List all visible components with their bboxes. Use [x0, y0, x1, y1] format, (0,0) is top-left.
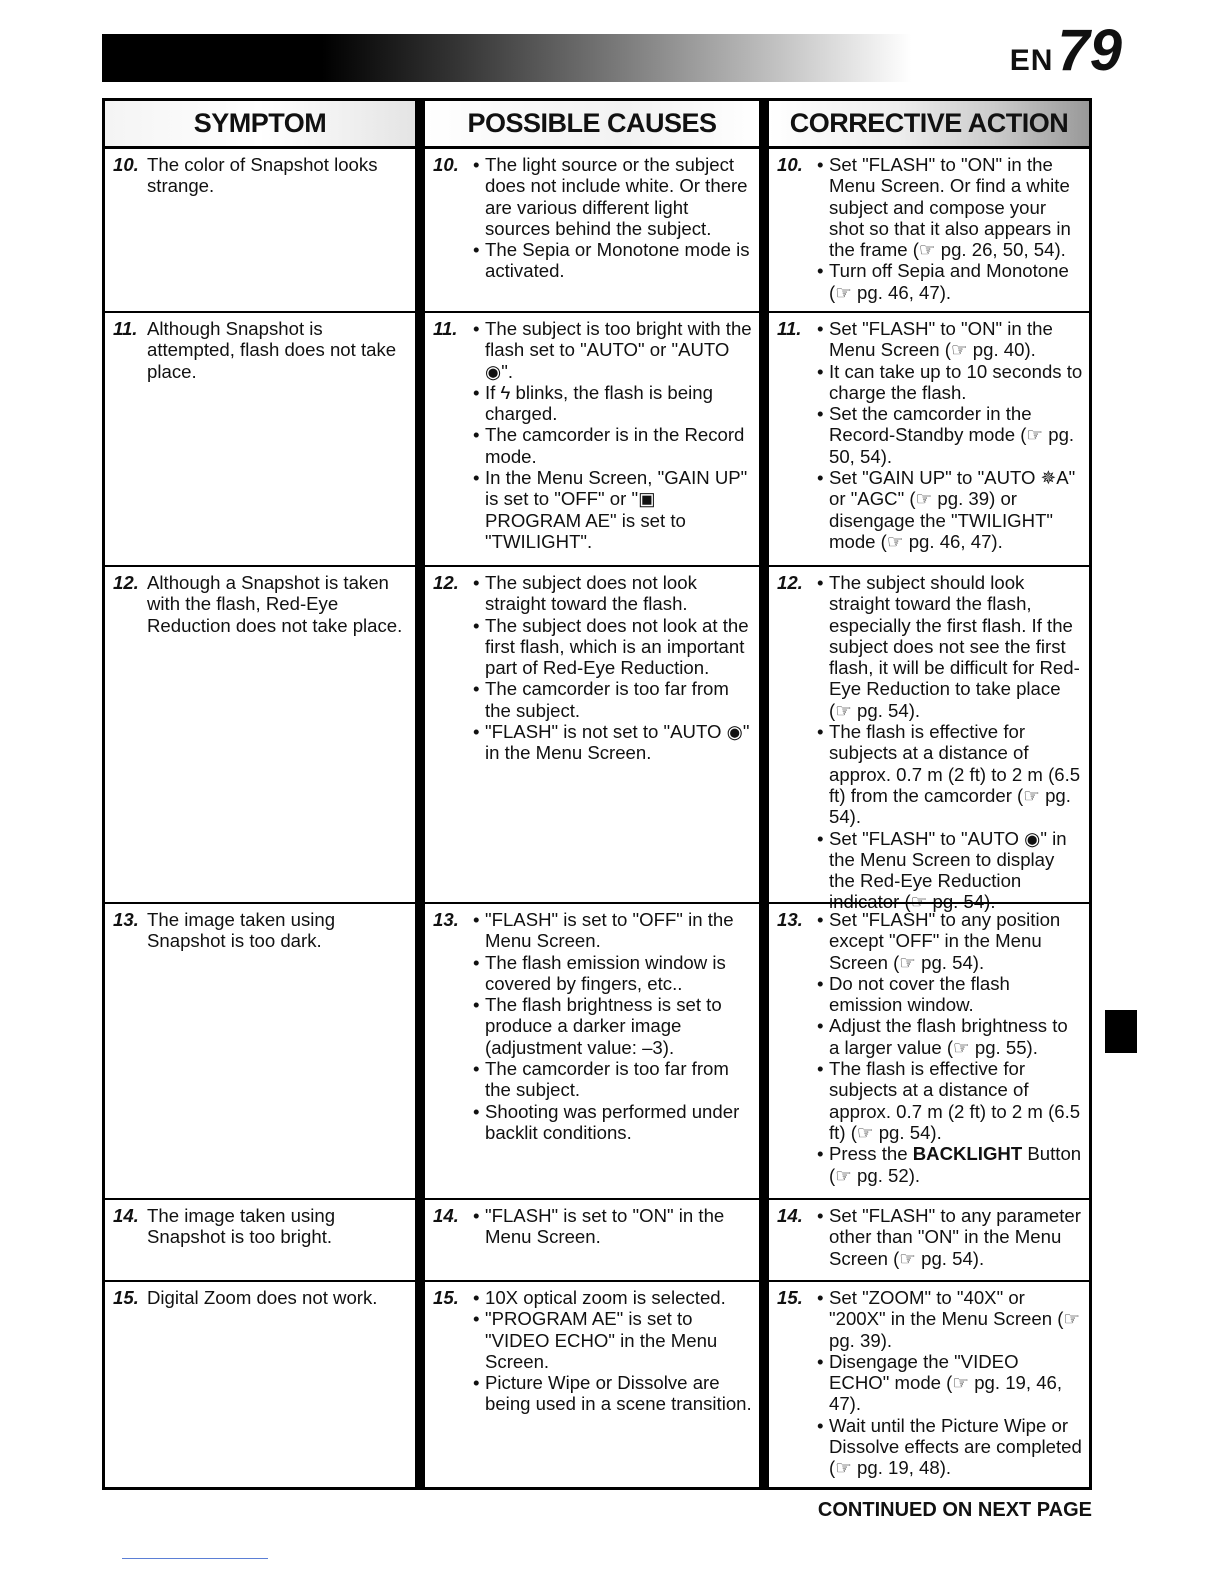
list-item: • Press the BACKLIGHT Button (☞ pg. 52). [829, 1143, 1083, 1186]
bullet-icon [473, 424, 480, 445]
actions-list [829, 154, 1083, 303]
action-cell [769, 311, 1089, 565]
bullet-icon [473, 721, 480, 742]
table-entry [433, 1205, 753, 1248]
list-item: • Disengage the "VIDEO ECHO" mode (☞ pg. 19, 46, 47). [829, 1351, 1083, 1415]
bullet-icon [817, 403, 824, 424]
bullet-icon [817, 909, 824, 930]
causes-cell [425, 149, 759, 311]
bullet-icon [817, 361, 824, 382]
list-item: • Shooting was performed under backlit conditions. [485, 1101, 753, 1144]
table-entry [777, 1205, 1083, 1269]
actions-list [829, 318, 1083, 552]
bullet-icon [817, 1351, 824, 1372]
causes-cell [425, 311, 759, 565]
symptom-cell [105, 1280, 415, 1487]
bullet-icon [473, 154, 480, 175]
list-item: • Turn off Sepia and Monotone (☞ pg. 46, 47). [829, 260, 1083, 303]
list-item: • The camcorder is too far from the subject. [485, 1058, 753, 1101]
page-number [1009, 18, 1122, 83]
row-number: 11. [777, 318, 802, 339]
continued-footer: CONTINUED ON NEXT PAGE [817, 1499, 1092, 1521]
list-item: • Set "FLASH" to "AUTO ◉" in the Menu Screen to display the Red-Eye Reduction indicator (☞ pg. 54). [829, 828, 1083, 913]
table-entry [113, 318, 409, 382]
causes-list [485, 318, 753, 552]
symptom-cell [105, 1198, 415, 1280]
causes-list [485, 572, 753, 764]
symptom-cell [105, 311, 415, 565]
symptom-cell [105, 149, 415, 311]
row-number: 15. [113, 1287, 139, 1308]
list-item: • The light source or the subject does not include white. Or there are various different light sources behind the subject. [485, 154, 753, 239]
table-entry [433, 318, 753, 552]
bullet-icon [817, 260, 824, 281]
causes-column [415, 101, 759, 1487]
bullet-icon [473, 382, 480, 403]
row-number: 10. [433, 154, 459, 175]
list-item: • The camcorder is in the Record mode. [485, 424, 753, 467]
actions-list [829, 572, 1083, 913]
language-label: EN [1009, 44, 1054, 77]
table-entry [777, 154, 1083, 303]
table-entry [113, 154, 409, 197]
symptom-header: SYMPTOM [105, 101, 415, 149]
page-number-value: 79 [1057, 18, 1122, 83]
bullet-icon [817, 1058, 824, 1079]
actions-list [829, 909, 1083, 1186]
action-cell [769, 902, 1089, 1198]
list-item: • It can take up to 10 seconds to charge the flash. [829, 361, 1083, 404]
symptom-cell [105, 565, 415, 902]
list-item: • Set the camcorder in the Record-Standby mode (☞ pg. 50, 54). [829, 403, 1083, 467]
list-item: • The flash brightness is set to produce a darker image (adjustment value: –3). [485, 994, 753, 1058]
row-number: 14. [433, 1205, 459, 1226]
causes-list [485, 154, 753, 282]
list-item: • 10X optical zoom is selected. [485, 1287, 753, 1308]
action-cell [769, 565, 1089, 913]
causes-cell [425, 1198, 759, 1280]
troubleshooting-table [102, 98, 1092, 1490]
list-item: • The flash is effective for subjects at a distance of approx. 0.7 m (2 ft) to 2 m (6.5 ft) (☞ pg. 54). [829, 1058, 1083, 1143]
bullet-icon [473, 909, 480, 930]
symptom-text: The image taken using Snapshot is too dark. [147, 909, 336, 952]
list-item: • Wait until the Picture Wipe or Dissolve effects are completed (☞ pg. 19, 48). [829, 1415, 1083, 1479]
action-column [759, 101, 1089, 1487]
list-item: • Adjust the flash brightness to a larger value (☞ pg. 55). [829, 1015, 1083, 1058]
bullet-icon [473, 1372, 480, 1393]
list-item: • Set "ZOOM" to "40X" or "200X" in the Menu Screen (☞ pg. 39). [829, 1287, 1083, 1351]
table-entry [433, 909, 753, 1143]
list-item: • Do not cover the flash emission window. [829, 973, 1083, 1016]
causes-header: POSSIBLE CAUSES [425, 101, 759, 149]
action-cell [769, 149, 1089, 311]
bullet-icon [817, 467, 824, 488]
bullet-icon [473, 1058, 480, 1079]
header-gradient-bar [102, 34, 982, 82]
bullet-icon [817, 973, 824, 994]
bullet-icon [473, 1101, 480, 1122]
bullet-icon [817, 1287, 824, 1308]
list-item: • The camcorder is too far from the subject. [485, 678, 753, 721]
row-number: 15. [777, 1287, 803, 1308]
table-entry [777, 318, 1083, 552]
row-number: 13. [433, 909, 459, 930]
action-cell [769, 1198, 1089, 1280]
symptom-text: The color of Snapshot looks strange. [147, 154, 378, 197]
list-item: • The subject is too bright with the flash set to "AUTO" or "AUTO ◉". [485, 318, 753, 382]
bullet-icon [817, 1143, 824, 1164]
bullet-icon [473, 1308, 480, 1329]
list-item: • The flash is effective for subjects at a distance of approx. 0.7 m (2 ft) to 2 m (6.5 ft) from the camcorder (☞ pg. 54). [829, 721, 1083, 827]
bullet-icon [473, 1205, 480, 1226]
table-entry [777, 1287, 1083, 1479]
action-cell [769, 1280, 1089, 1487]
row-number: 12. [113, 572, 139, 593]
bullet-icon [473, 678, 480, 699]
table-entry [113, 572, 409, 636]
causes-list [485, 1205, 753, 1248]
row-number: 11. [113, 318, 138, 339]
row-number: 12. [777, 572, 803, 593]
bullet-icon [473, 467, 480, 488]
bullet-icon [473, 615, 480, 636]
row-number: 14. [777, 1205, 803, 1226]
list-item: • "PROGRAM AE" is set to "VIDEO ECHO" in the Menu Screen. [485, 1308, 753, 1372]
table-entry [113, 1205, 409, 1248]
causes-cell [425, 902, 759, 1198]
row-number: 12. [433, 572, 459, 593]
section-tab-marker [1105, 1010, 1137, 1053]
row-number: 10. [777, 154, 803, 175]
row-number: 13. [777, 909, 803, 930]
table-entry [777, 909, 1083, 1186]
list-item: • "FLASH" is not set to "AUTO ◉" in the Menu Screen. [485, 721, 753, 764]
bullet-icon [817, 572, 824, 593]
table-entry [113, 1287, 409, 1308]
symptom-column [105, 101, 415, 1487]
list-item: • "FLASH" is set to "OFF" in the Menu Screen. [485, 909, 753, 952]
footer-rule [122, 1558, 268, 1559]
causes-list [485, 1287, 753, 1415]
list-item: • Set "FLASH" to "ON" in the Menu Screen. Or find a white subject and compose your shot so that it also appears in the frame (☞ pg. 26, 50, 54). [829, 154, 1083, 260]
symptom-text: Digital Zoom does not work. [147, 1287, 378, 1308]
bullet-icon [817, 1415, 824, 1436]
bullet-icon [473, 318, 480, 339]
backlight-button-label: BACKLIGHT [912, 1143, 1023, 1165]
list-item: • Set "FLASH" to any parameter other than "ON" in the Menu Screen (☞ pg. 54). [829, 1205, 1083, 1269]
list-item: • Set "FLASH" to any position except "OFF" in the Menu Screen (☞ pg. 54). [829, 909, 1083, 973]
table-entry [113, 909, 409, 952]
actions-list [829, 1287, 1083, 1479]
list-item: • Set "FLASH" to "ON" in the Menu Screen (☞ pg. 40). [829, 318, 1083, 361]
table-entry [777, 572, 1083, 913]
row-number: 11. [433, 318, 458, 339]
bullet-icon [473, 994, 480, 1015]
list-item: • In the Menu Screen, "GAIN UP" is set to "OFF" or "▣ PROGRAM AE" is set to "TWILIGHT". [485, 467, 753, 552]
bullet-icon [817, 318, 824, 339]
list-item: • The flash emission window is covered by fingers, etc.. [485, 952, 753, 995]
bullet-icon [817, 721, 824, 742]
actions-list [829, 1205, 1083, 1269]
list-item: • The subject does not look at the first flash, which is an important part of Red-Eye Reduction. [485, 615, 753, 679]
symptom-text: Although Snapshot is attempted, flash does not take place. [147, 318, 397, 382]
symptom-text: Although a Snapshot is taken with the flash, Red-Eye Reduction does not take place. [147, 572, 403, 636]
bullet-icon [817, 154, 824, 175]
list-item: • "FLASH" is set to "ON" in the Menu Screen. [485, 1205, 753, 1248]
causes-cell [425, 1280, 759, 1487]
table-entry [433, 572, 753, 764]
bullet-icon [817, 1205, 824, 1226]
row-number: 10. [113, 154, 139, 175]
bullet-icon [473, 952, 480, 973]
bullet-icon [817, 828, 824, 849]
causes-list [485, 909, 753, 1143]
symptom-text: The image taken using Snapshot is too bright. [147, 1205, 336, 1248]
causes-cell [425, 565, 759, 902]
list-item: • If ϟ blinks, the flash is being charged. [485, 382, 753, 425]
list-item: • The Sepia or Monotone mode is activated. [485, 239, 753, 282]
list-item: • The subject should look straight toward the flash, especially the first flash. If the subject does not see the first flash, it will be difficult for Red-Eye Reduction to take place (☞ pg. 54). [829, 572, 1083, 721]
table-entry [433, 1287, 753, 1415]
table-entry [433, 154, 753, 282]
list-item: • Set "GAIN UP" to "AUTO ✵A" or "AGC" (☞ pg. 39) or disengage the "TWILIGHT" mode (☞ pg. 46, 47). [829, 467, 1083, 552]
bullet-icon [473, 1287, 480, 1308]
bullet-icon [473, 572, 480, 593]
row-number: 14. [113, 1205, 139, 1226]
row-number: 15. [433, 1287, 459, 1308]
bullet-icon [817, 1015, 824, 1036]
list-item: • Picture Wipe or Dissolve are being used in a scene transition. [485, 1372, 753, 1415]
list-item: • The subject does not look straight toward the flash. [485, 572, 753, 615]
action-header: CORRECTIVE ACTION [769, 101, 1089, 149]
bullet-icon [473, 239, 480, 260]
symptom-cell [105, 902, 415, 1198]
row-number: 13. [113, 909, 139, 930]
